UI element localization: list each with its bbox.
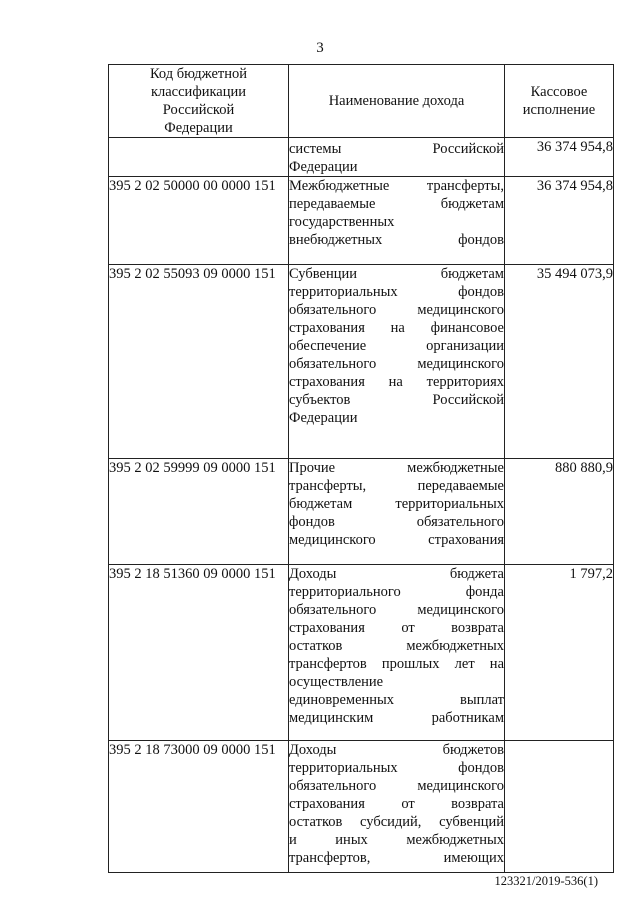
- cash-execution-cell: 36 374 954,8: [505, 138, 614, 177]
- cash-execution-cell: 1 797,2: [505, 565, 614, 741]
- cash-execution-cell: [505, 741, 614, 873]
- revenue-name-line: обязательного медицинского: [289, 302, 504, 318]
- budget-code-cell: 395 2 02 59999 09 0000 151: [109, 459, 289, 565]
- table-header-row: [109, 65, 614, 138]
- revenue-name-line: страхования от возврата: [289, 620, 504, 636]
- budget-code-cell: 395 2 18 51360 09 0000 151: [109, 565, 289, 741]
- revenue-name-line: трансфертов прошлых лет на: [289, 656, 504, 672]
- revenue-name-line: территориальных фондов: [289, 760, 504, 776]
- revenue-name-cell: [289, 565, 505, 741]
- budget-code-cell: [109, 138, 289, 177]
- budget-code-cell: 395 2 18 73000 09 0000 151: [109, 741, 289, 873]
- revenue-name-line: трансферты, передаваемые: [289, 478, 504, 494]
- revenue-name-line: системы Российской: [289, 141, 504, 157]
- revenue-name-line: обязательного медицинского: [289, 356, 504, 372]
- revenue-name-line: обязательного медицинского: [289, 778, 504, 794]
- revenue-name-cell: [289, 265, 505, 459]
- revenue-name-line: территориального фонда: [289, 584, 504, 600]
- revenue-table: [108, 64, 614, 873]
- revenue-name-line: страхования на финансовое: [289, 320, 504, 336]
- revenue-name-line: фондов обязательного: [289, 514, 504, 530]
- revenue-name-line: бюджетам территориальных: [289, 496, 504, 512]
- table-row: [109, 459, 614, 565]
- revenue-name-line: государственных: [289, 214, 395, 230]
- revenue-name-cell: [289, 741, 505, 873]
- revenue-name-line: медицинского страхования: [289, 532, 504, 548]
- revenue-name-line: Федерации: [289, 410, 358, 426]
- revenue-name-line: страхования от возврата: [289, 796, 504, 812]
- revenue-name-line: остатков субсидий, субвенций: [289, 814, 504, 830]
- revenue-name-line: Доходы бюджета: [289, 566, 504, 582]
- revenue-name-line: субъектов Российской: [289, 392, 504, 408]
- document-id: 123321/2019-536(1): [494, 874, 598, 888]
- revenue-name-line: передаваемые бюджетам: [289, 196, 504, 212]
- revenue-name-line: территориальных фондов: [289, 284, 504, 300]
- table-row: [109, 565, 614, 741]
- revenue-name-line: Субвенции бюджетам: [289, 266, 504, 282]
- table-row: [109, 741, 614, 873]
- revenue-name-line: трансфертов, имеющих: [289, 850, 504, 866]
- revenue-name-line: Прочие межбюджетные: [289, 460, 504, 476]
- revenue-name-line: внебюджетных фондов: [289, 232, 504, 248]
- table-row: [109, 177, 614, 265]
- revenue-name-cell: [289, 177, 505, 265]
- header-code: Код бюджетной классификации Российской Федерации: [109, 65, 289, 138]
- cash-execution-cell: 36 374 954,8: [505, 177, 614, 265]
- budget-code-cell: 395 2 02 50000 00 0000 151: [109, 177, 289, 265]
- table-row: [109, 138, 614, 177]
- table-body: [109, 138, 614, 873]
- revenue-name-line: Доходы бюджетов: [289, 742, 504, 758]
- budget-code-cell: 395 2 02 55093 09 0000 151: [109, 265, 289, 459]
- revenue-name-line: страхования на территориях: [289, 374, 504, 390]
- cash-execution-cell: 35 494 073,9: [505, 265, 614, 459]
- header-amount: Кассовое исполнение: [505, 65, 614, 138]
- header-name: Наименование дохода: [289, 65, 505, 138]
- cash-execution-cell: 880 880,9: [505, 459, 614, 565]
- revenue-name-cell: [289, 138, 505, 177]
- revenue-name-line: Межбюджетные трансферты,: [289, 178, 504, 194]
- revenue-name-line: единовременных выплат: [289, 692, 504, 708]
- table-row: [109, 265, 614, 459]
- revenue-name-line: и иных межбюджетных: [289, 832, 504, 848]
- page-number: 3: [316, 40, 324, 56]
- revenue-name-line: осуществление: [289, 674, 384, 690]
- revenue-name-cell: [289, 459, 505, 565]
- revenue-name-line: Федерации: [289, 159, 358, 175]
- revenue-name-line: обеспечение организации: [289, 338, 504, 354]
- revenue-name-line: медицинским работникам: [289, 710, 504, 726]
- revenue-name-line: обязательного медицинского: [289, 602, 504, 618]
- revenue-name-line: остатков межбюджетных: [289, 638, 504, 654]
